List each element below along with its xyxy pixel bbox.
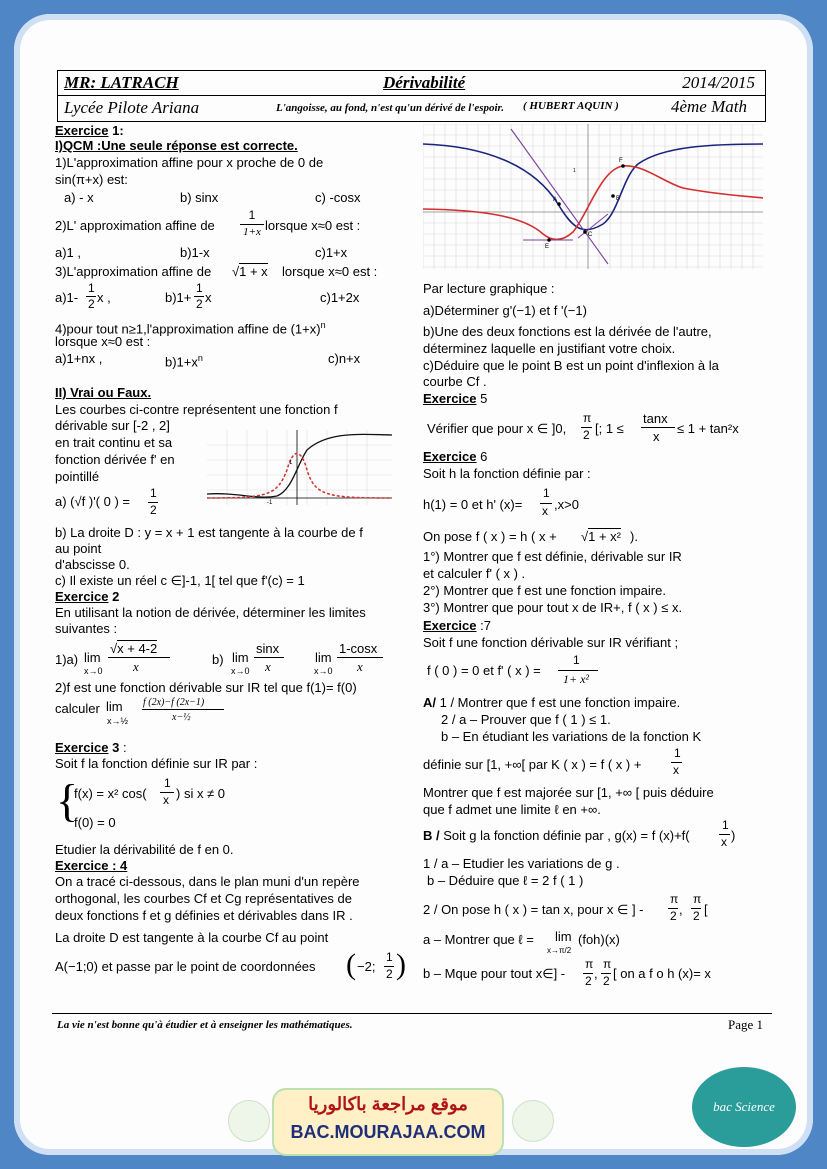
ex2-2-calc: calculer	[55, 701, 100, 716]
vf-line2: dérivable sur [-2 , 2]	[55, 418, 170, 433]
ex7-a6: que f admet une limite ℓ en +∞.	[423, 802, 601, 817]
page-number: Page 1	[728, 1017, 764, 1032]
ex6-frac-num: 1	[543, 486, 550, 500]
ex7-b6-two1: 2	[585, 974, 592, 988]
ex7-frac-bar	[558, 670, 598, 671]
label-tick-one: 1	[573, 168, 576, 174]
ex7-b1: B / Soit g la fonction définie par , g(x) = f (x)+f(	[423, 828, 690, 843]
ex7-b4-two1: 2	[670, 909, 677, 923]
author: MR: LATRACH	[64, 73, 179, 92]
q2-frac-den: 1+x	[243, 226, 261, 238]
ex2-1b-label: b)	[212, 652, 224, 667]
ex7-b6-comma: ,	[594, 966, 598, 981]
q3-a-half-num: 1	[88, 281, 95, 295]
label-f: F	[619, 158, 623, 164]
q4-line1: 4)pour tout n≥1,l'approximation affine de $(1+x)^n$	[55, 320, 326, 337]
ex7-b5-tail: (foh)(x)	[578, 932, 620, 947]
q2-frac-num: 1	[248, 208, 256, 222]
q3-b-tail: x	[205, 290, 212, 305]
site-banner[interactable]	[272, 1088, 504, 1156]
vf-c: c) Il existe un réel c ∈]-1, 1[ tel que f'(c) = 1	[55, 573, 305, 588]
school-name: Lycée Pilote Ariana	[64, 98, 200, 117]
q1-line1: 1)L'approximation affine pour x proche de 0 de	[55, 155, 324, 170]
vf-a-den: 2	[150, 503, 157, 517]
point-b	[611, 194, 615, 198]
ex5-tail: ≤ 1 + tan²x	[677, 421, 739, 436]
ex7-a2: 2 / a – Prouver que f ( 1 ) ≤ 1.	[441, 712, 611, 727]
ex4-line2: orthogonal, les courbes Cf et Cg représentatives de	[55, 891, 353, 906]
qcm-title: I)QCM :Une seule réponse est correcte.	[55, 138, 298, 153]
exercise-4-graph	[423, 124, 763, 269]
question-b-line2: déterminez laquelle en justifiant votre choix.	[423, 341, 676, 356]
q2-text: 2)L' approximation affine de	[55, 218, 215, 233]
q3-a-tail: x ,	[97, 290, 111, 305]
ex7-frac-num: 1	[573, 653, 580, 667]
question-b-line1: b)Une des deux fonctions est la dérivée de l'autre,	[423, 324, 712, 339]
footer-motto: La vie n'est bonne qu'à étudier et à enseigner les mathématiques.	[57, 1019, 353, 1031]
document-header	[57, 70, 766, 122]
ex7-b3: b – Déduire que ℓ = 2 f ( 1 )	[427, 873, 584, 888]
ex7-b4-pi1: π	[670, 892, 679, 906]
ex7-frac-den: 1+ x²	[563, 672, 590, 686]
vf-line1: Les courbes ci-contre représentent une fonction f	[55, 402, 338, 417]
vf-line4: fonction dérivée f' en	[55, 452, 175, 467]
vf-line3: en trait continu et sa	[55, 435, 173, 450]
ex7-a4-den: x	[673, 763, 679, 777]
ex7-b4-pi2: π	[693, 892, 702, 906]
q3-text: 3)L'approximation affine de	[55, 264, 212, 279]
ex7-line1: Soit f une fonction dérivable sur IR vérifiant ;	[423, 635, 679, 650]
ex7-b5: a – Montrer que ℓ =	[423, 932, 534, 947]
q1-choice-a: a) - x	[64, 190, 94, 205]
q3-b-half-num: 1	[196, 281, 203, 295]
exercise-6-heading: Exercice 6	[423, 449, 488, 464]
q3-choice-b: b)1+	[165, 290, 192, 305]
ex2-1c-lim-sub: x→0	[314, 666, 333, 676]
ex5-two: 2	[583, 428, 590, 442]
vf-b-line2: au point	[55, 541, 102, 556]
small-graph	[207, 430, 392, 505]
point-c	[583, 230, 587, 234]
ex3-line1: Soit f la fonction définie sur IR par :	[55, 756, 258, 771]
ex6-line1: Soit h la fonction définie par :	[423, 466, 591, 481]
ex4-pt-den: 2	[386, 967, 393, 981]
ex7-a4-num: 1	[674, 746, 681, 760]
ex7-b5-lim: lim	[555, 929, 572, 944]
ex7-b1-num: 1	[722, 818, 729, 832]
quote: L'angoisse, au fond, n'est qu'un dérivé de l'espoir.	[276, 102, 504, 114]
question-c-line2: courbe Cf .	[423, 374, 487, 389]
ex2-1c-bar	[337, 657, 383, 658]
ex7-b6-pi2: π	[603, 957, 612, 971]
exercise-5-heading: Exercice 5	[423, 391, 488, 406]
ex2-line2: suivantes :	[55, 621, 118, 636]
exercise-1-heading: Exercice 1:	[55, 123, 124, 138]
ex7-b4: 2 / On pose h ( x ) = tan x, pour x ∈ ] -	[423, 902, 644, 917]
label-c: C	[588, 232, 593, 238]
ex6-line2-tail: ,x>0	[554, 497, 579, 512]
ex2-1a-den: x	[133, 659, 139, 674]
class-level: 4ème Math	[670, 97, 747, 116]
ex4-line5: A(−1;0) et passe par le point de coordonnées	[55, 959, 316, 974]
ex7-b4-end: [	[704, 902, 708, 917]
ex2-1c-num: 1-cosx	[339, 641, 378, 656]
ex2-1a-lim: lim	[84, 650, 101, 665]
ex5-mid: [; 1 ≤	[595, 421, 624, 436]
point-f	[621, 164, 625, 168]
ex5-line: Vérifier que pour x ∈ ]0,	[427, 421, 567, 436]
small-graph-tick-one: 1	[289, 460, 293, 466]
ex3-sys-num: 1	[164, 776, 171, 790]
ex7-line2: f ( 0 ) = 0 et f' ( x ) =	[427, 663, 541, 678]
banner-arabic-title: موقع مراجعة باكالوريا	[308, 1094, 468, 1114]
ex5-frac-den: x	[653, 429, 660, 444]
q4-choice-a: a)1+nx ,	[55, 351, 103, 366]
ex4-pt-x: −2;	[357, 959, 376, 974]
ex6-q2: 2°) Montrer que f est une fonction impaire.	[423, 583, 666, 598]
small-graph-tick-minus-one: -1	[267, 500, 273, 505]
q1-choice-b: b) sinx	[180, 190, 219, 205]
ex4-paren-left: (	[346, 948, 356, 981]
small-graph-f-curve	[207, 434, 392, 497]
ex3-sys-den: x	[163, 793, 169, 807]
q3-b-half-den: 2	[196, 297, 203, 311]
q3-choice-a: a)1-	[55, 290, 79, 305]
exercise-7-heading: Exercice :7	[423, 618, 491, 633]
vf-b-line3: d'abscisse 0.	[55, 557, 130, 572]
ex2-1c-den: x	[357, 659, 363, 674]
question-c-line1: c)Déduire que le point B est un point d'inflexion à la	[423, 358, 719, 373]
vf-line5: pointillé	[55, 469, 100, 484]
q4-line2: lorsque x≈0 est :	[55, 334, 151, 349]
ex3-sys-line1: f(x) = x² cos(	[74, 786, 147, 801]
ex7-b5-sub: x→π/2	[547, 946, 572, 955]
ex4-line1: On a tracé ci-dessous, dans le plan muni d'un repère	[55, 874, 360, 889]
ex2-2-lim-sub: x→½	[107, 716, 129, 726]
ex3-sys-line2: f(0) = 0	[74, 815, 116, 830]
ex6-q3: 3°) Montrer que pour tout x de IR+, f ( x ) ≤ x.	[423, 600, 683, 615]
ex4-paren-right: )	[396, 948, 406, 981]
site-logo-left	[228, 1100, 270, 1142]
q2-tail: lorsque x≈0 est :	[265, 218, 361, 233]
q4-choice-c: c)n+x	[328, 351, 361, 366]
q3-a-half-den: 2	[88, 297, 95, 311]
q3-tail: lorsque x≈0 est :	[282, 264, 378, 279]
ex7-b6: b – Mque pour tout x∈] -	[423, 966, 566, 981]
ex7-a4: définie sur [1, +∞[ par K ( x ) = f ( x ) +	[423, 757, 642, 772]
ex7-b6-two2: 2	[603, 974, 610, 988]
label-e: E	[545, 244, 550, 250]
ex6-q1b: et calculer f' ( x ) .	[423, 566, 526, 581]
ex7-b2: 1 / a – Etudier les variations de g .	[423, 856, 620, 871]
vf-title: II) Vrai ou Faux.	[55, 385, 152, 400]
q3-choice-c: c)1+2x	[320, 290, 360, 305]
graph-intro: Par lecture graphique :	[423, 281, 555, 296]
ex7-b1-tail: )	[731, 828, 736, 843]
q3-sqrt: √1 + x	[232, 264, 268, 279]
q1-line2: sin(π+x) est:	[55, 172, 128, 187]
ex4-line4: La droite D est tangente à la courbe Cf au point	[55, 930, 329, 945]
ex5-pi: π	[583, 411, 592, 425]
ex2-2-lim: lim	[106, 699, 123, 714]
ex6-sqrt: √1 + x²	[581, 529, 622, 544]
ex2-1b-num: sinx	[256, 641, 280, 656]
banner-site-url[interactable]: BAC.MOURAJAA.COM	[290, 1122, 486, 1142]
page-title: Dérivabilité	[383, 73, 466, 92]
vf-a: a) (√f )'( 0 ) =	[55, 494, 130, 509]
ex3-line2: Etudier la dérivabilité de f en 0.	[55, 842, 234, 857]
q4-choice-b: $b)1+x^n$	[165, 353, 203, 370]
ex7-b6-tail: [ on a f o h (x)= x	[613, 966, 711, 981]
ex7-b6-pi1: π	[585, 957, 594, 971]
ex3-sys-tail: ) si x ≠ 0	[176, 786, 226, 801]
exercise-2-heading: Exercice 2	[55, 589, 120, 604]
ex2-1c-lim: lim	[315, 650, 332, 665]
ex4-pt-num: 1	[386, 950, 393, 964]
ex6-line2: h(1) = 0 et h' (x)=	[423, 497, 523, 512]
ex2-1a-num: √x + 4-2	[110, 641, 158, 656]
ex2-2-den: x−½	[172, 712, 191, 723]
ex2-1b-lim-sub: x→0	[231, 666, 250, 676]
ex2-1b-den: x	[265, 659, 271, 674]
ex2-1a-lim-sub: x→0	[84, 666, 103, 676]
bac-science-badge: bac Science	[692, 1067, 796, 1147]
q2-choice-b: b)1-x	[180, 245, 210, 260]
ex7-b1-den: x	[721, 835, 727, 849]
ex7-a5: Montrer que f est majorée sur [1, +∞ [ puis déduire	[423, 785, 714, 800]
ex2-1b-lim: lim	[232, 650, 249, 665]
footer-separator	[52, 1013, 772, 1014]
exercise-4-heading: Exercice : 4	[55, 858, 128, 873]
exercise-3-heading: Exercice 3 :	[55, 740, 127, 755]
ex6-line3-tail: ).	[630, 529, 638, 544]
ex6-frac-den: x	[542, 504, 548, 518]
question-a: a)Déterminer g'(−1) et f '(−1)	[423, 303, 587, 318]
point-a	[557, 202, 561, 206]
ex2-1b-bar	[254, 657, 284, 658]
quote-author: ( HUBERT AQUIN )	[523, 100, 619, 112]
ex2-1a-bar	[108, 657, 170, 658]
q2-choice-a: a)1 ,	[55, 245, 82, 260]
ex2-1a-label: 1)a)	[55, 652, 79, 667]
ex3-brace: {	[56, 775, 79, 826]
label-b: B	[616, 196, 621, 202]
vf-a-num: 1	[150, 486, 157, 500]
ex2-2-line1: 2)f est une fonction dérivable sur IR tel que f(1)= f(0)	[55, 680, 357, 695]
site-logo-right	[512, 1100, 554, 1142]
ex5-frac-num: tanx	[643, 411, 668, 426]
ex7-a1: A/ 1 / Montrer que f est une fonction impaire.	[423, 695, 681, 710]
label-a: A	[553, 197, 558, 203]
ex6-q1: 1°) Montrer que f est définie, dérivable sur IR	[423, 549, 682, 564]
ex7-a3: b – En étudiant les variations de la fonction K	[441, 729, 702, 744]
point-e	[547, 238, 551, 242]
ex7-b4-comma: ,	[679, 902, 683, 917]
q2-choice-c: c)1+x	[315, 245, 348, 260]
vf-b-line1: b) La droite D : y = x + 1 est tangente à la courbe de f	[55, 525, 363, 540]
ex4-line3: deux fonctions f et g définies et dérivables dans IR .	[55, 908, 353, 923]
q1-choice-c: c) -cosx	[315, 190, 361, 205]
ex6-line3: On pose f ( x ) = h ( x +	[423, 529, 557, 544]
ex2-2-num: f (2x)−f (2x−1)	[143, 697, 205, 708]
ex2-line1: En utilisant la notion de dérivée, déterminer les limites	[55, 605, 366, 620]
ex7-b4-two2: 2	[693, 909, 700, 923]
ex5-frac-bar	[641, 427, 675, 428]
small-graph-grid	[207, 430, 392, 505]
school-year: 2014/2015	[682, 73, 755, 92]
